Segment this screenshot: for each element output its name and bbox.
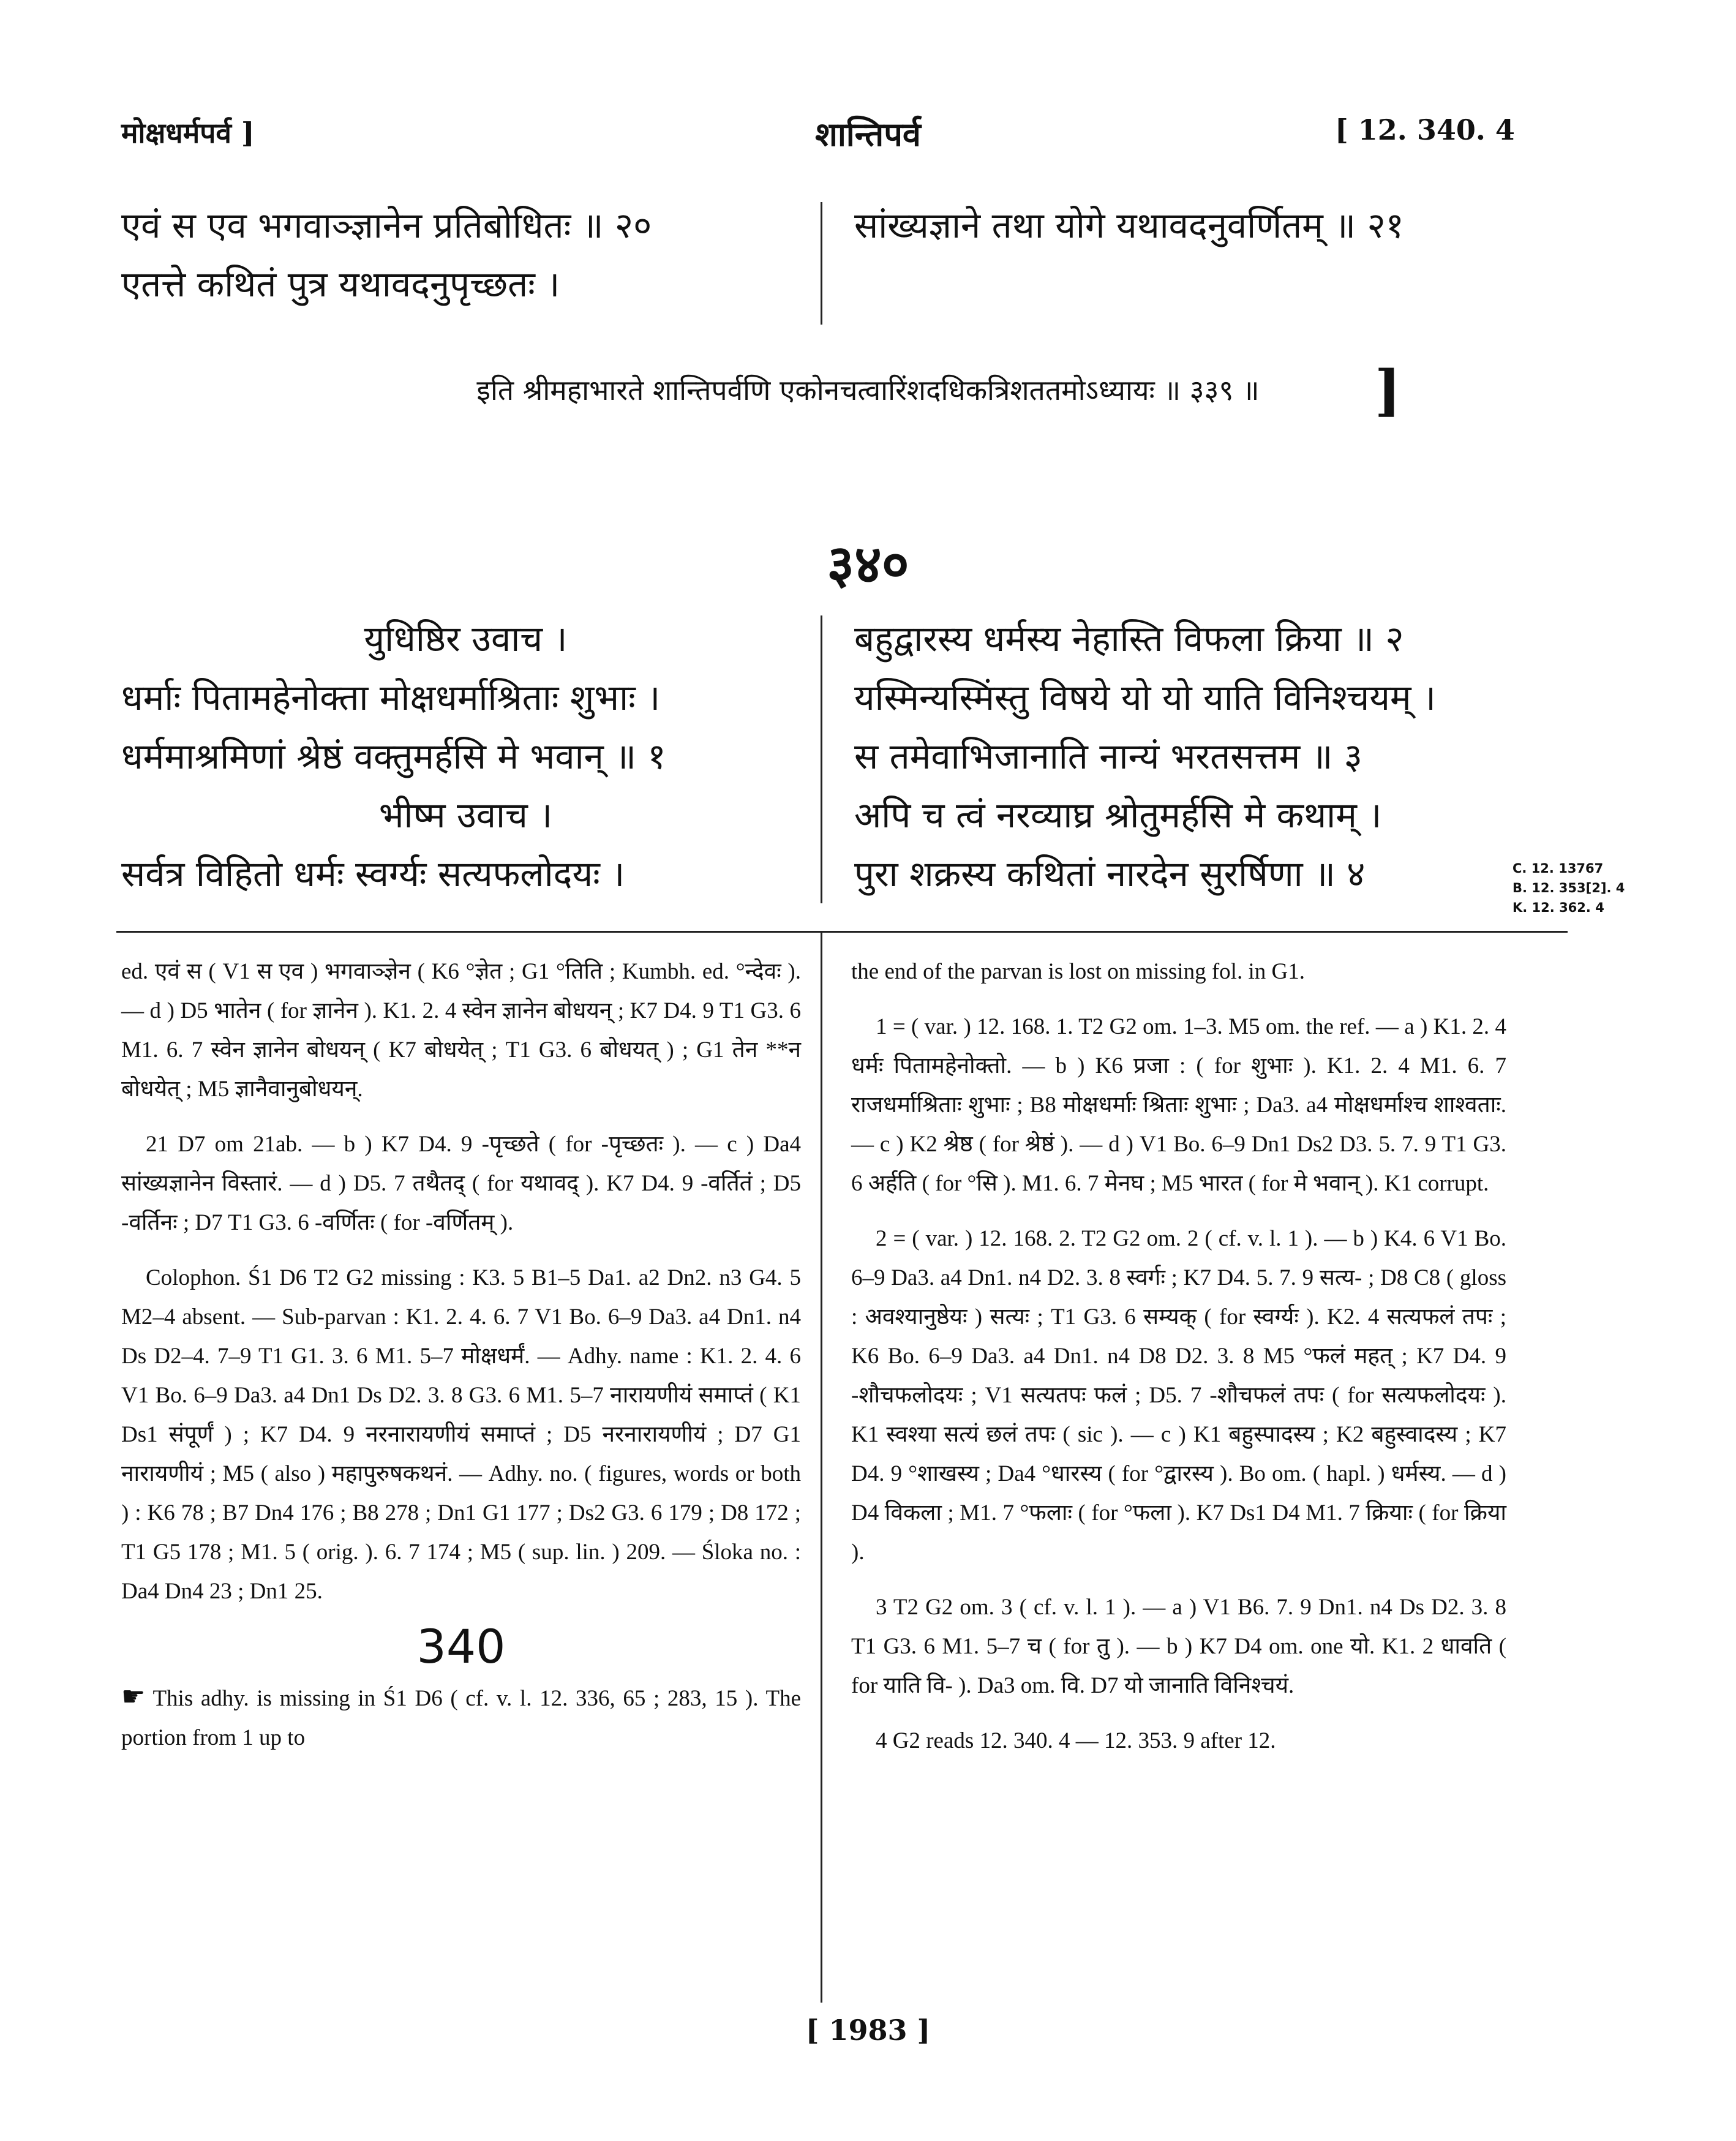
notes-right-column <box>851 952 1506 1777</box>
column-divider <box>821 615 822 903</box>
speaker-line: युधिष्ठिर उवाच । <box>364 618 568 660</box>
note-text: This adhy. is missing in Ś1 D6 ( cf. v. l. 12. 336, 65 ; 283, 15 ). The portion from 1 up to <box>121 1686 802 1750</box>
verses-right-column <box>854 609 1528 903</box>
verses-left-column <box>121 609 810 903</box>
adhyaya-colophon: इति श्रीमहाभारते शान्तिपर्वणि एकोनचत्वारिंशदधिकत्रिशततमोऽध्यायः ॥ ३३९ ॥ <box>476 374 1260 407</box>
page-number: [ 1983 ] <box>805 2014 931 2047</box>
top-verses-right <box>854 196 1589 255</box>
note-paragraph: 3 T2 G2 om. 3 ( cf. v. l. 1 ). — a ) V1 B6. 7. 9 Dn1. n4 Ds D2. 3. 8 T1 G3. 6 M1. 5–7 च ( for तु ). — b ) K7 D4 om. one यो. K1. 2 धावति ( for याति वि- ). Da3 om. वि. D7 यो जानाति विनिश्चयं. <box>851 1595 1506 1698</box>
colophon-bracket: ] <box>1375 358 1401 423</box>
note-paragraph: 21 D7 om 21ab. — b ) K7 D4. 9 -पृच्छते ( for -पृच्छतः ). — c ) Da4 सांख्यज्ञानेन विस्तारं. — d ) D5. 7 तथैतद् ( for यथावद् ). K7 D4. 9 -वर्तितं ; D5 -वर्तिनः ; D7 T1 G3. 6 -वर्णितः ( for -वर्णितम् ). <box>121 1132 801 1235</box>
running-header-title: शान्तिपर्व <box>815 115 921 154</box>
note-paragraph: 1 = ( var. ) 12. 168. 1. T2 G2 om. 1–3. M5 om. the ref. — a ) K1. 2. 4 धर्मः पितामहेनोक्तो. — b ) K6 प्रजा : ( for शुभाः ). K1. 2. 4 M1. 6. 7 राजधर्माश्रिताः शुभाः ; B8 मोक्षधर्माः श्रिताः शुभाः ; Da3. a4 मोक्षधर्माश्च शाश्वताः. — c ) K2 श्रेष्ठ ( for श्रेष्ठं ). — d ) V1 Bo. 6–9 Dn1 Ds2 D3. 5. 7. 9 T1 G3. 6 अर्हति ( for °सि ). M1. 6. 7 मेनघ ; M5 भारत ( for मे भवान् ). K1 corrupt. <box>851 1014 1506 1196</box>
notes-left-column <box>121 952 801 1774</box>
running-header-ref: [ 12. 340. 4 <box>1335 113 1515 146</box>
apparatus-column-divider <box>821 931 822 2003</box>
cross-ref-kumbhakonam: K. 12. 362. 4 <box>1512 900 1604 915</box>
verse-line: यस्मिन्यस्मिंस्तु विषये यो यो याति विनिश्चयम् । <box>854 677 1436 718</box>
verse-line: स तमेवाभिजानाति नान्यं भरतसत्तम ॥ ३ <box>854 736 1362 777</box>
cross-ref-calcutta: C. 12. 13767 <box>1512 861 1604 876</box>
verse-line: एतत्ते कथितं पुत्र यथावदनुपृच्छतः । <box>121 263 560 305</box>
note-paragraph: Colophon. Ś1 D6 T2 G2 missing : K3. 5 B1–5 Da1. a2 Dn2. n3 G4. 5 M2–4 absent. — Sub-parvan : K1. 2. 4. 6. 7 V1 Bo. 6–9 Da3. a4 Dn1. n4 Ds D2–4. 7–9 T1 G1. 3. 6 M1. 5–7 मोक्षधर्मं. — Adhy. name : K1. 2. 4. 6 V1 Bo. 6–9 Da3. a4 Dn1 Ds D2. 3. 8 G3. 6 M1. 5–7 नारायणीयं समाप्तं ( K1 Ds1 संपूर्णं ) ; K7 D4. 9 नरनारायणीयं समाप्तं ; D5 नरनारायणीयं ; D7 G1 नारायणीयं ; M5 ( also ) महापुरुषकथनं. — Adhy. no. ( figures, words or both ) : K6 78 ; B7 Dn4 176 ; B8 278 ; Dn1 G1 177 ; Ds2 G3. 6 179 ; D8 172 ; T1 G5 178 ; M1. 5 ( orig. ). 6. 7 174 ; M5 ( sup. lin. ) 209. — Śloka no. : Da4 Dn4 23 ; Dn1 25. <box>121 1265 801 1604</box>
section-number: 340 <box>416 1619 506 1674</box>
cross-ref-bombay: B. 12. 353[2]. 4 <box>1512 881 1625 895</box>
note-paragraph: 4 G2 reads 12. 340. 4 — 12. 353. 9 after 12. <box>876 1728 1276 1753</box>
verse-line: सर्वत्र विहितो धर्मः स्वर्ग्यः सत्यफलोदयः । <box>121 853 625 895</box>
note-paragraph: 2 = ( var. ) 12. 168. 2. T2 G2 om. 2 ( cf. v. l. 1 ). — b ) K4. 6 V1 Bo. 6–9 Da3. a4 Dn1. n4 D2. 3. 8 स्वर्गः ; K7 D4. 5. 7. 9 सत्य- ; D8 C8 ( gloss : अवश्यानुष्ठेयः ) सत्यः ; T1 G3. 6 सम्यक् ( for स्वर्ग्यः ). K2. 4 सत्यफलं तपः ; K6 Bo. 6–9 Da3. a4 Dn1. n4 D8 D2. 3. 8 M5 °फलं महत् ; K7 D4. 9 -शौचफलोदयः ; V1 सत्यतपः फलं ; D5. 7 -शौचफलं तपः ( for सत्यफलोदयः ). K1 स्वश्या सत्यं छलं तपः ( sic ). — c ) K1 बहुस्पादस्य ; K2 बहुस्वादस्य ; K7 D4. 9 °शाखस्य ; Da4 °धारस्य ( for °द्वारस्य ). Bo om. ( hapl. ) धर्मस्य. — d ) D4 विकला ; M1. 7 °फलाः ( for °फला ). K7 Ds1 D4 M1. 7 क्रियाः ( for क्रिया ). <box>851 1226 1506 1565</box>
verse-line: अपि च त्वं नरव्याघ्र श्रोतुमर्हसि मे कथाम् । <box>854 794 1382 836</box>
note-paragraph: ed. एवं स ( V1 स एव ) भगवाञ्ज्ञेन ( K6 °ज्ञेत ; G1 °तिति ; Kumbh. ed. °न्देवः ). — d ) D5 भातेन ( for ज्ञानेन ). K1. 2. 4 स्वेन ज्ञानेन बोधयन् ; K7 D4. 9 T1 G3. 6 M1. 6. 7 स्वेन ज्ञानेन बोधयन् ( K7 बोधयेत् ; T1 G3. 6 बोधयत् ) ; G1 तेन **न बोधयेत् ; M5 ज्ञानैवानुबोधयन्. <box>121 959 801 1102</box>
pointing-hand-icon: ☛ <box>121 1682 146 1712</box>
verse-line: एवं स एव भगवाञ्ज्ञानेन प्रतिबोधितः ॥ २० <box>121 205 652 246</box>
speaker-line: भीष्म उवाच । <box>378 794 553 836</box>
apparatus-rule <box>116 931 1568 933</box>
top-verses-left <box>121 196 807 314</box>
verse-line: सांख्यज्ञाने तथा योगे यथावदनुवर्णितम् ॥ २१ <box>854 205 1404 246</box>
verse-line: धर्माः पितामहेनोक्ता मोक्षधर्माश्रिताः शुभाः । <box>121 677 661 718</box>
adhyaya-number: ३४० <box>827 533 909 595</box>
column-divider <box>821 202 822 325</box>
cross-references <box>1512 859 1696 917</box>
verse-line: पुरा शक्रस्य कथितां नारदेन सुरर्षिणा ॥ ४ <box>854 853 1366 895</box>
verse-line: बहुद्वारस्य धर्मस्य नेहास्ति विफला क्रिया ॥ २ <box>854 618 1404 660</box>
running-header-left: मोक्षधर्मपर्व ] <box>121 116 255 149</box>
verse-line: धर्ममाश्रमिणां श्रेष्ठं वक्तुमर्हसि मे भवान् ॥ १ <box>121 736 666 777</box>
note-paragraph: the end of the parvan is lost on missing fol. in G1. <box>851 959 1305 984</box>
note-paragraph <box>121 1677 801 1758</box>
